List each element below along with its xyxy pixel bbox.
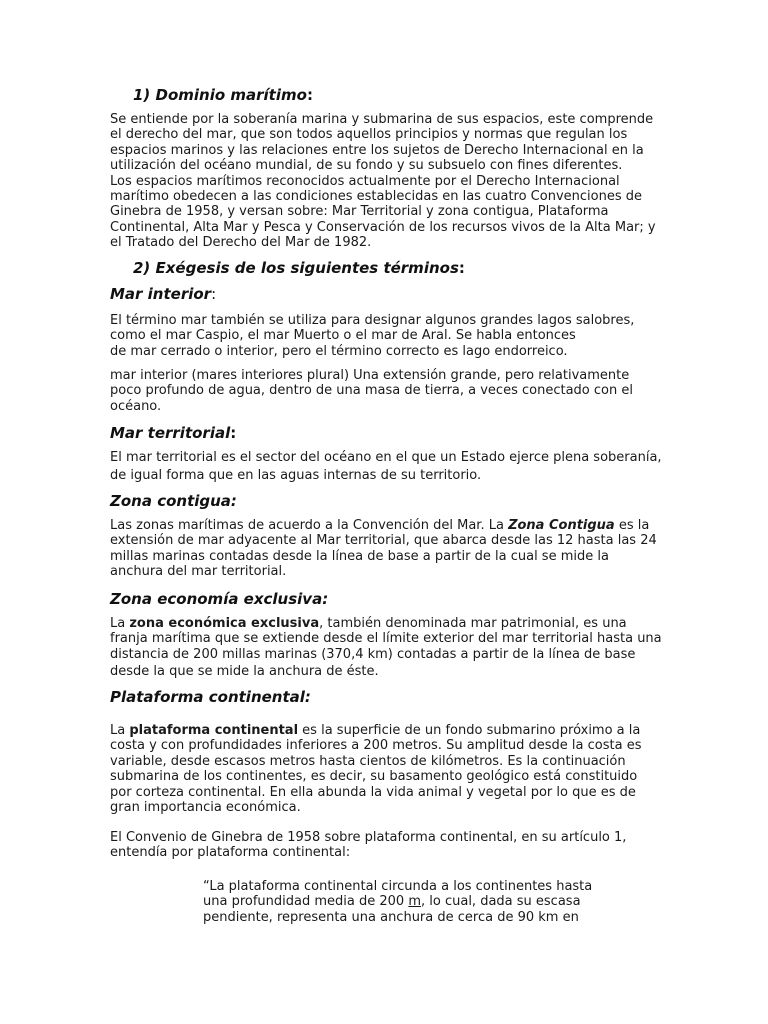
text-line: Continental, Alta Mar y Pesca y Conservación de los recursos vivos de la Alta Mar; y [110, 219, 656, 235]
text-line: de mar cerrado o interior, pero el término correcto es lago endorreico. [110, 343, 568, 359]
heading-plataforma-continental: Plataforma continental: [110, 688, 311, 706]
paragraph-dominio-maritimo [110, 112, 670, 251]
text-line: El término mar también se utiliza para designar algunos grandes lagos salobres, [110, 313, 635, 328]
heading-zona-contigua: Zona contigua: [110, 492, 237, 510]
text-line: La plataforma continental es la superficie de un fondo submarino próximo a la [110, 723, 641, 738]
text-line: desde la que se mide la anchura de éste. [110, 664, 379, 680]
text-line: por corteza continental. En ella abunda la vida animal y vegetal por lo que es de [110, 784, 636, 800]
paragraph-mar-interior-1 [110, 313, 670, 359]
paragraph-convenio-ginebra [110, 830, 670, 861]
text-line: mar interior (mares interiores plural) Una extensión grande, pero relativamente [110, 368, 630, 383]
heading-mar-territorial: Mar territorial: [110, 424, 237, 442]
text-line: gran importancia económica. [110, 800, 301, 816]
heading-mar-interior: Mar interior: [110, 285, 217, 303]
text-line: submarina de los continentes, es decir, su basamento geológico está constituido [110, 769, 638, 785]
text-line: una profundidad media de 200 m, lo cual, dada su escasa [203, 894, 581, 910]
text-line: Se entiende por la soberanía marina y submarina de sus espacios, este comprende [110, 112, 654, 127]
heading-exegesis: 2) Exégesis de los siguientes términos: [133, 259, 465, 277]
text-line: Ginebra de 1958, y versan sobre: Mar Territorial y zona contigua, Plataforma [110, 204, 609, 220]
text-line: de igual forma que en las aguas internas de su territorio. [110, 468, 482, 484]
text-line: Los espacios marítimos reconocidos actualmente por el Derecho Internacional [110, 173, 620, 189]
text-line: millas marinas contadas desde la línea de base a partir de la cual se mide la [110, 548, 609, 564]
block-quote [203, 879, 623, 925]
text-line: distancia de 200 millas marinas (370,4 km) contadas a partir de la línea de base [110, 646, 636, 662]
text-line: anchura del mar territorial. [110, 564, 287, 580]
text-line: variable, desde escasos metros hasta cientos de kilómetros. Es la continuación [110, 753, 626, 769]
text-line: franja marítima que se extiende desde el límite exterior del mar territorial hasta una [110, 631, 662, 647]
text-line: extensión de mar adyacente al Mar territorial, que abarca desde las 12 hasta las 24 [110, 533, 657, 549]
text-line: marítimo obedecen a las condiciones establecidas en las cuatro Convenciones de [110, 189, 642, 205]
text-line: el derecho del mar, que son todos aquellos principios y normas que regulan los [110, 127, 628, 143]
paragraph-plataforma-continental [110, 723, 670, 815]
text-line: El mar territorial es el sector del océano en el que un Estado ejerce plena soberanía, [110, 450, 662, 465]
heading-dominio-maritimo: 1) Dominio marítimo: [133, 86, 313, 104]
text-line: La zona económica exclusiva, también denominada mar patrimonial, es una [110, 616, 627, 631]
text-line: espacios marinos y las relaciones entre los sujetos de Derecho Internacional en la [110, 142, 644, 158]
text-line: costa y con profundidades inferiores a 200 metros. Su amplitud desde la costa es [110, 738, 642, 754]
paragraph-mar-territorial [110, 450, 670, 484]
text-line: el Tratado del Derecho del Mar de 1982. [110, 235, 372, 251]
paragraph-zona-contigua [110, 518, 670, 580]
text-line: pendiente, representa una anchura de cerca de 90 km en [203, 909, 579, 925]
text-line: “La plataforma continental circunda a los continentes hasta [203, 879, 593, 894]
text-line: Las zonas marítimas de acuerdo a la Convención del Mar. La Zona Contigua es la [110, 518, 650, 533]
paragraph-zona-economia [110, 616, 670, 680]
text-line: océano. [110, 398, 162, 414]
text-line: poco profundo de agua, dentro de una masa de tierra, a veces conectado con el [110, 383, 633, 399]
heading-zona-economia: Zona economía exclusiva: [110, 590, 329, 608]
paragraph-mar-interior-2 [110, 368, 670, 414]
text-line: como el mar Caspio, el mar Muerto o el mar de Aral. Se habla entonces [110, 328, 576, 344]
text-line: El Convenio de Ginebra de 1958 sobre plataforma continental, en su artículo 1, [110, 830, 627, 845]
text-line: utilización del océano mundial, de su fondo y su subsuelo con fines diferentes. [110, 158, 623, 174]
text-line: entendía por plataforma continental: [110, 845, 351, 861]
